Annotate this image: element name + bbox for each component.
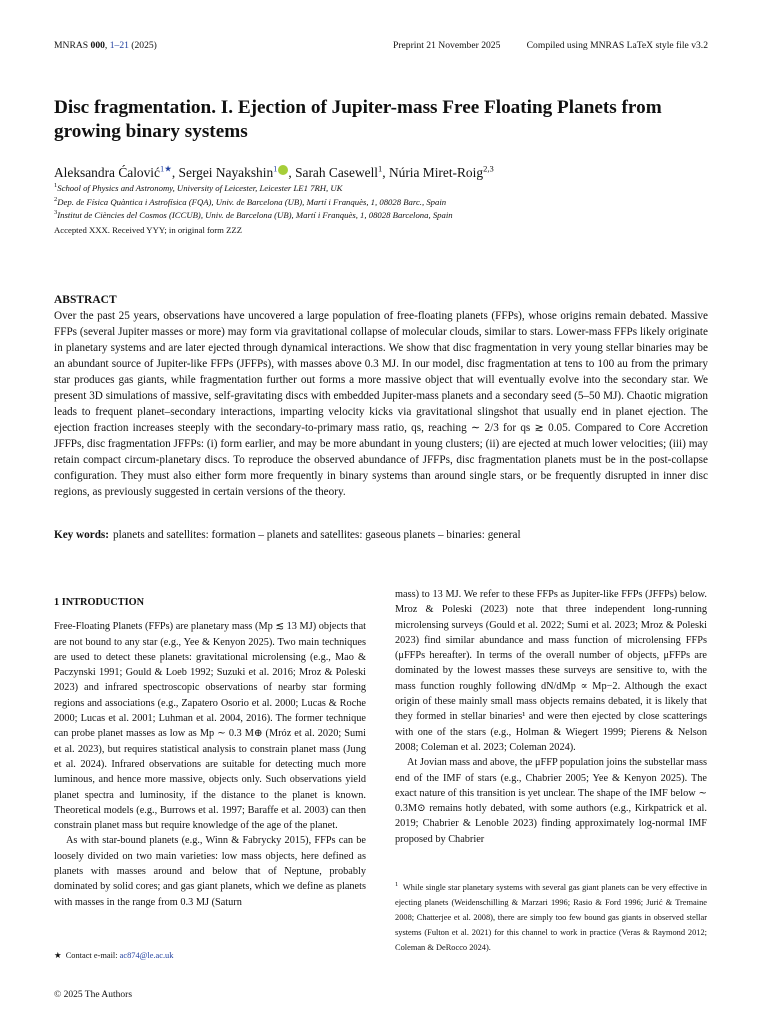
journal-ref: MNRAS 000, 1–21 (2025) xyxy=(54,40,157,51)
section-heading: 1 INTRODUCTION xyxy=(54,597,145,608)
keywords xyxy=(54,529,521,541)
paragraph: mass) to 13 MJ. We refer to these FFPs as Jupiter-like FFPs (JFFPs) below. Mroz & Poleski (2023) note that three independent long-running microlensing surveys (Gould et al. 2022; Sumi et al. 2023; Mroz & Poleski 2023) find similar abundance and mass function of microlensing FFPs (μFFPs hereafter). In terms of the overall number of objects, μFFPs are dominated by the lowest masses these surveys are sensitive to, with the mass function roughly following dN/dMp ∝ Mp−2. Although the exact origin of these mainly small mass objects remains debated, it is likely that they formed in stellar binaries¹ and were then ejected by close scatterings with one of the stars (e.g., Holman & Wiegert 1999; Pierens & Nelson 2008; Coleman et al. 2023; Coleman 2024). xyxy=(395,589,707,753)
compiled-note: Compiled using MNRAS LaTeX style file v3.2 xyxy=(526,40,708,51)
author-list xyxy=(54,164,714,182)
footnote-number: 1 xyxy=(395,881,399,889)
copyright: © 2025 The Authors xyxy=(54,990,133,1000)
affiliation-line: $^1$School of Physics and Astronomy, University of Leicester, Leicester LE1 7RH, UK xyxy=(54,182,343,193)
right-column xyxy=(395,587,707,847)
contact-note xyxy=(54,950,173,960)
paper-title: Disc fragmentation. I. Ejection of Jupiter-mass Free Floating Planets from growing binary systems xyxy=(54,97,662,142)
author-affil-mark[interactable]: 1 xyxy=(273,163,278,174)
preprint-date: Preprint 21 November 2025 xyxy=(393,40,501,51)
contact-label: Contact e-mail: xyxy=(65,951,120,960)
keywords-text: planets and satellites: formation – planets and satellites: gaseous planets – binaries: general xyxy=(113,529,521,541)
keywords-label: Key words: xyxy=(54,529,109,541)
submission-dates: Accepted XXX. Received YYY; in original form ZZZ xyxy=(54,225,243,235)
left-column xyxy=(54,595,366,910)
paragraph: At Jovian mass and above, the μFFP population joins the substellar mass end of the IMF of stars (e.g., Chabrier 2005; Yee & Kenyon 2025). The exact nature of this transition is yet unclear. The shape of the IMF below ∼ 0.3M⊙ remains hotly debated, with some authors (e.g., Kirkpatrick et al. 2019; Chabrier & Lenoble 2023) finding approximately log-normal IMF proposed by Chabrier xyxy=(395,757,707,845)
paragraph: As with star-bound planets (e.g., Winn & Fabrycky 2015), FFPs can be loosely divided on two main varieties: low mass objects, here defined as planets with masses around and below that of Neptune, probably dominated by solid cores; and gas giant planets, which we define as planets with masses in the range from 0.3 MJ (Saturn xyxy=(54,835,366,908)
pages-link[interactable]: 1–21 xyxy=(109,40,129,51)
abstract-heading: ABSTRACT xyxy=(54,294,117,306)
author-affil-mark[interactable]: 1★ xyxy=(159,163,172,174)
contact-marker: ★ xyxy=(54,951,62,960)
author-name: , Núria Miret-Roig xyxy=(382,165,484,180)
journal-volume: 000 xyxy=(90,40,105,51)
abstract-text: Over the past 25 years, observations have uncovered a large population of free-floating planets (FFPs), whose origins remain debated. Massive FFPs (several Jupiter masses or more) may form via gravitational collapse of molecular clouds, similar to stars. Lower-mass FFPs likely originate in planetary systems and are later ejected through dynamical interactions. We show that disc fragmentation in very young stellar binaries may be an abundant source of Jupiter-like FFPs (JFFPs), with masses above 0.3 MJ. In our model, disc fragmentation at tens to 100 au from the primary star produces gas giants, while fragmentation further out forms a more massive object that will eventually evolve into the secondary star. We present 3D simulations of massive, self-gravitating discs with embedded Jupiter-mass planets and a secondary seed (5–50 MJ). Chaotic migration leads to frequent planet–secondary interactions, imparting velocity kicks via gravitational slingshot that usually end in planet ejection. The ejection fraction increases steeply with the secondary-to-primary mass ratio, qs, reaching ∼ 2/3 for qs ≳ 0.05. Compared to Core Accretion JFFPs, disc fragmentation JFFPs: (i) form earlier, and may be more abundant in young clusters; (ii) are ejected at much lower velocities; (iii) may retain compact circum-planetary discs. To reproduce the observed abundance of JFFPs, disc fragmentation planets must be in the post-collapse configuration. They must also either form more frequently in binary systems than around single stars, or be frequently disrupted in inner disc regions, as previously suggested in certain versions of the theory. xyxy=(54,310,708,498)
author-name: , Sarah Casewell xyxy=(288,165,379,180)
footnote-text: While single star planetary systems with several gas giant planets can be very effective in ejecting planets (Weidenschilling & Marzari 1996; Rasio & Ford 1996; Jurić & Tremaine 2008; Chatterjee et al. 2008), there are simply too few bound gas giants in observed stellar systems (Fulton et al. 2021) for this channel to work in practice (Veras & Raymond 2012; Coleman & DeRocco 2024). xyxy=(395,883,707,952)
author-affil-mark: 1 xyxy=(378,163,383,174)
affiliation-line: $^3$Institut de Ciències del Cosmos (ICCUB), Univ. de Barcelona (UB), Martí i Franquès, 1, 08028 Barcelona, Spain xyxy=(54,209,453,220)
author-affil-mark: 2,3 xyxy=(483,163,494,174)
affiliation-line: $^2$Dep. de Física Quàntica i Astrofísica (FQA), Univ. de Barcelona (UB), Martí i Franquès, 1, 08028 Barc., Spain xyxy=(54,195,447,207)
running-header xyxy=(54,40,708,54)
footnote xyxy=(395,880,707,955)
author-name: Aleksandra Ćalović xyxy=(54,165,160,180)
orcid-icon[interactable] xyxy=(278,165,288,175)
affiliations xyxy=(54,182,714,223)
paragraph: Free-Floating Planets (FFPs) are planetary mass (Mp ≲ 13 MJ) objects that are not bound to any star (e.g., Yee & Kenyon 2025). Two main techniques are used to detect these planets: gravitational microlensing (e.g., Mao & Paczynski 1991; Gould & Loeb 1992; Suzuki et al. 2016; Mroz & Poleski 2023) and infrared spectroscopic observations of nearby star forming regions and associations (e.g., Zapatero Osorio et al. 2000; Lucas & Roche 2000; Lucas et al. 2001; Luhman et al. 2004, 2016). The former technique can probe planet masses as low as Mp ∼ 0.3 M⊕ (Mróz et al. 2020; Sumi et al. 2023), but requires statistical analysis to constrain planet mass (Jung et al. 2024). Infrared observations are suitable for detecting much more luminous, and hence more massive, objects only. Such observations yield planet spectra and luminosity, if the distance to the planet is known. Theoretical models (e.g., Burrows et al. 1997; Baraffe et al. 2003) can then constrain planet mass but require knowledge of the age of the planet. xyxy=(54,621,366,832)
author-name: , Sergei Nayakshin xyxy=(171,165,274,180)
email-link[interactable]: ac874@le.ac.uk xyxy=(119,951,174,960)
